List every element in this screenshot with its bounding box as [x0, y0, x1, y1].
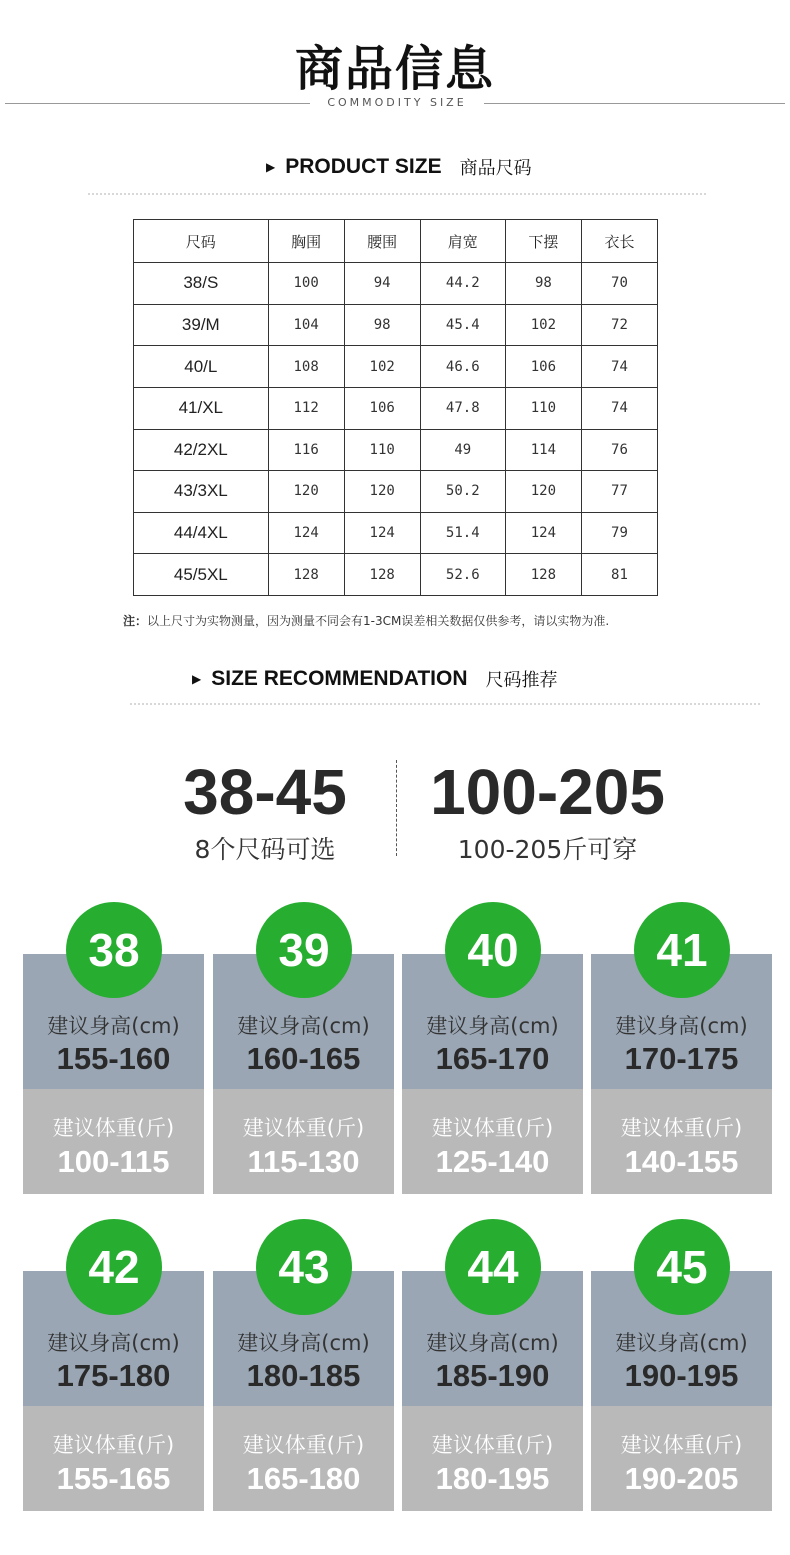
size-badge: 41 — [634, 902, 730, 998]
weight-label: 建议体重(斤) — [431, 1116, 554, 1140]
measurement-cell: 49 — [420, 429, 505, 471]
table-row — [134, 512, 658, 554]
table-row — [134, 554, 658, 596]
column-header: 胸围 — [268, 220, 344, 263]
measurement-cell: 77 — [581, 471, 657, 513]
height-label: 建议身高(cm) — [426, 1331, 559, 1355]
size-badge: 43 — [256, 1219, 352, 1315]
weight-value: 190-205 — [624, 1461, 739, 1496]
height-value: 190-195 — [624, 1358, 739, 1393]
measurement-cell: 50.2 — [420, 471, 505, 513]
measurement-cell: 74 — [581, 346, 657, 388]
weight-range-caption: 100-205斤可穿 — [457, 835, 638, 864]
note-text: 以上尺寸为实物测量，因为测量不同会有1-3CM误差相关数据仅供参考，请以实物为准. — [147, 614, 610, 628]
measurement-cell: 98 — [344, 304, 420, 346]
table-row — [134, 304, 658, 346]
measurement-cell: 46.6 — [420, 346, 505, 388]
height-label: 建议身高(cm) — [426, 1014, 559, 1038]
size-range-caption: 8个尺码可选 — [194, 835, 336, 864]
measurement-cell: 128 — [505, 554, 581, 596]
size-cell: 42/2XL — [134, 429, 269, 471]
measurement-cell: 108 — [268, 346, 344, 388]
height-label: 建议身高(cm) — [47, 1014, 180, 1038]
size-badge: 38 — [66, 902, 162, 998]
weight-label: 建议体重(斤) — [52, 1433, 175, 1457]
header-rule-right — [484, 103, 785, 104]
column-header: 衣长 — [581, 220, 657, 263]
measurement-cell: 114 — [505, 429, 581, 471]
height-label: 建议身高(cm) — [615, 1014, 748, 1038]
size-cell: 43/3XL — [134, 471, 269, 513]
size-cell: 40/L — [134, 346, 269, 388]
column-header: 肩宽 — [420, 220, 505, 263]
weight-label: 建议体重(斤) — [242, 1433, 365, 1457]
measurement-cell: 106 — [505, 346, 581, 388]
measurement-cell: 52.6 — [420, 554, 505, 596]
size-card — [402, 1241, 583, 1511]
size-badge: 45 — [634, 1219, 730, 1315]
size-card — [213, 924, 394, 1194]
weight-label: 建议体重(斤) — [52, 1116, 175, 1140]
page-title: 商品信息 — [294, 41, 495, 97]
size-card — [591, 924, 772, 1194]
weight-value: 165-180 — [246, 1461, 361, 1496]
size-recommendation-heading-en: SIZE RECOMMENDATION — [211, 667, 468, 690]
height-value: 180-185 — [246, 1358, 361, 1393]
size-cell: 41/XL — [134, 387, 269, 429]
table-row — [134, 346, 658, 388]
measurement-cell: 128 — [268, 554, 344, 596]
measurement-cell: 106 — [344, 387, 420, 429]
measurement-cell: 79 — [581, 512, 657, 554]
height-value: 170-175 — [624, 1041, 739, 1076]
measurement-cell: 110 — [505, 387, 581, 429]
size-cell: 39/M — [134, 304, 269, 346]
weight-value: 115-130 — [247, 1144, 360, 1179]
size-card — [23, 924, 204, 1194]
size-card — [213, 1241, 394, 1511]
size-badge: 44 — [445, 1219, 541, 1315]
size-card — [23, 1241, 204, 1511]
measurement-cell: 45.4 — [420, 304, 505, 346]
column-header: 腰围 — [344, 220, 420, 263]
height-label: 建议身高(cm) — [47, 1331, 180, 1355]
triangle-right-icon: ▶ — [266, 160, 276, 174]
page-subtitle: COMMODITY SIZE — [327, 96, 467, 109]
table-row — [134, 387, 658, 429]
measurement-cell: 120 — [505, 471, 581, 513]
height-value: 160-165 — [246, 1041, 361, 1076]
dotted-divider — [88, 193, 706, 195]
height-value: 165-170 — [435, 1041, 550, 1076]
size-badge: 39 — [256, 902, 352, 998]
height-value: 155-160 — [56, 1041, 171, 1076]
weight-value: 100-115 — [57, 1144, 170, 1179]
measurement-cell: 128 — [344, 554, 420, 596]
dotted-divider — [130, 703, 760, 705]
measurement-cell: 102 — [505, 304, 581, 346]
table-header-row — [134, 220, 658, 263]
measurement-cell: 124 — [344, 512, 420, 554]
measurement-cell: 76 — [581, 429, 657, 471]
size-card — [591, 1241, 772, 1511]
measurement-cell: 124 — [268, 512, 344, 554]
measurement-cell: 120 — [344, 471, 420, 513]
table-row — [134, 471, 658, 513]
weight-value: 140-155 — [624, 1144, 739, 1179]
header-rule-left — [5, 103, 310, 104]
weight-label: 建议体重(斤) — [242, 1116, 365, 1140]
table-row — [134, 429, 658, 471]
size-recommendation-heading — [192, 666, 558, 692]
column-header: 尺码 — [134, 220, 269, 263]
size-range: 38-45 — [183, 756, 347, 828]
weight-label: 建议体重(斤) — [431, 1433, 554, 1457]
vertical-divider — [396, 760, 397, 856]
height-label: 建议身高(cm) — [615, 1331, 748, 1355]
product-size-heading — [266, 154, 532, 180]
height-value: 185-190 — [435, 1358, 550, 1393]
measurement-cell: 116 — [268, 429, 344, 471]
size-cell: 44/4XL — [134, 512, 269, 554]
table-row — [134, 263, 658, 305]
measurement-cell: 98 — [505, 263, 581, 305]
weight-range: 100-205 — [430, 756, 665, 828]
measurement-cell: 81 — [581, 554, 657, 596]
product-size-heading-en: PRODUCT SIZE — [285, 155, 442, 178]
measurement-cell: 72 — [581, 304, 657, 346]
measurement-cell: 94 — [344, 263, 420, 305]
product-size-heading-cn: 商品尺码 — [459, 158, 532, 179]
weight-label: 建议体重(斤) — [620, 1433, 743, 1457]
weight-value: 125-140 — [435, 1144, 550, 1179]
measurement-cell: 102 — [344, 346, 420, 388]
size-note — [123, 612, 609, 629]
height-value: 175-180 — [56, 1358, 171, 1393]
measurement-cell: 100 — [268, 263, 344, 305]
size-table — [133, 219, 658, 596]
size-cell: 38/S — [134, 263, 269, 305]
measurement-cell: 51.4 — [420, 512, 505, 554]
weight-value: 155-165 — [56, 1461, 171, 1496]
note-label: 注： — [123, 614, 148, 628]
size-badge: 40 — [445, 902, 541, 998]
weight-label: 建议体重(斤) — [620, 1116, 743, 1140]
measurement-cell: 74 — [581, 387, 657, 429]
column-header: 下摆 — [505, 220, 581, 263]
height-label: 建议身高(cm) — [237, 1014, 370, 1038]
size-recommendation-heading-cn: 尺码推荐 — [485, 670, 558, 691]
height-label: 建议身高(cm) — [237, 1331, 370, 1355]
triangle-right-icon: ▶ — [192, 672, 202, 686]
measurement-cell: 120 — [268, 471, 344, 513]
measurement-cell: 104 — [268, 304, 344, 346]
measurement-cell: 44.2 — [420, 263, 505, 305]
measurement-cell: 112 — [268, 387, 344, 429]
size-badge: 42 — [66, 1219, 162, 1315]
size-card — [402, 924, 583, 1194]
measurement-cell: 47.8 — [420, 387, 505, 429]
weight-value: 180-195 — [435, 1461, 550, 1496]
measurement-cell: 110 — [344, 429, 420, 471]
size-cell: 45/5XL — [134, 554, 269, 596]
measurement-cell: 70 — [581, 263, 657, 305]
measurement-cell: 124 — [505, 512, 581, 554]
